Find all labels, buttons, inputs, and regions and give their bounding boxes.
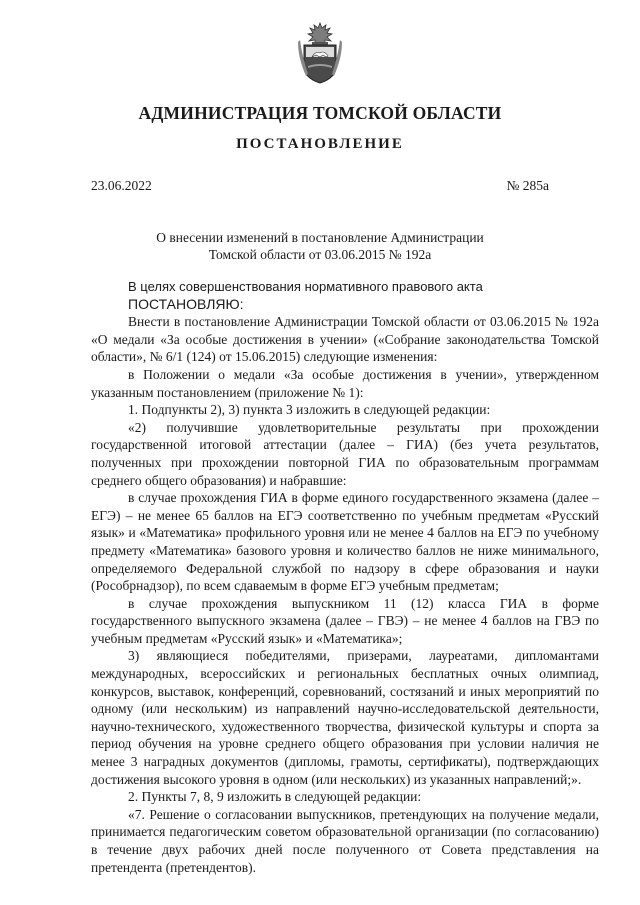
paragraph: «2) получившие удовлетворительные результаты при прохождении государственной итоговой аттестации (далее – ГИА) (без учета результатов, полученных при прохождении повторной ГИА по образовательным программам среднего общего образования) и набравшие:: [91, 419, 599, 488]
paragraph: «7. Решение о согласовании выпускников, претендующих на получение медали, принимается педагогическим советом образовательной организации (по согласованию) в течение двух рабочих дней после полученного от Совета представления на претендента (претендентов).: [91, 806, 599, 875]
resolve-word: ПОСТАНОВЛЯЮ:: [128, 295, 244, 312]
organization-name: АДМИНИСТРАЦИЯ ТОМСКОЙ ОБЛАСТИ: [138, 103, 502, 123]
document-type: ПОСТАНОВЛЕНИЕ: [236, 136, 404, 152]
document-title: [0, 229, 640, 263]
paragraph: 3) являющиеся победителями, призерами, лауреатами, дипломантами международных, всероссийских и региональных бесплатных очных олимпиад, конкурсов, выставок, конференций, соревнований, состязаний и иных мероприятий по одному (или нескольким) из направлений научно-исследовательской деятельности, научно-технического, художественного творчества, физической культуры и спорта за период обучения на уровне среднего общего образования при условии наличия не менее 3 наградных документов (дипломы, грамоты, сертификаты), подтверждающих достижения высокого уровня в одном (или нескольких) из указанных направлений;».: [91, 648, 599, 787]
paragraph: Внести в постановление Администрации Томской области от 03.06.2015 № 192а «О медали «За особые достижения в учении» («Собрание законодательства Томской области», № 6/1 (124) от 15.06.2015) следующие изменения:: [91, 314, 599, 365]
coat-of-arms-icon: [298, 22, 342, 84]
title-line-1: О внесении изменений в постановление Администрации: [156, 230, 484, 245]
preamble: В целях совершенствования нормативного правового акта: [128, 279, 483, 294]
paragraph: 1. Подпункты 2), 3) пункта 3 изложить в следующей редакции:: [128, 402, 491, 418]
paragraph: в случае прохождения выпускником 11 (12) класса ГИА в форме государственного выпускного экзамена (далее – ГВЭ) – не менее 4 баллов на ГВЭ по учебным предметам «Русский язык» и «Математика»;: [91, 595, 599, 646]
title-line-2: Томской области от 03.06.2015 № 192а: [208, 247, 432, 262]
paragraph: в Положении о медали «За особые достижения в учении», утвержденном указанным постановлением (приложение № 1):: [91, 366, 599, 400]
paragraph: в случае прохождения ГИА в форме единого государственного экзамена (далее – ЕГЭ) – не менее 65 баллов на ЕГЭ соответственно по учебным предметам «Русский язык» и «Математика» профильного уровня или не менее 4 баллов на ЕГЭ по учебному предмету «Математика» базового уровня и количество баллов не ниже минимального, определяемого Федеральной службой по надзору в сфере образования и науки (Рособрнадзор), по всем сдаваемым в форме ЕГЭ учебным предметам;: [91, 490, 599, 594]
paragraph: 2. Пункты 7, 8, 9 изложить в следующей редакции:: [128, 789, 422, 805]
document-number: № 285а: [506, 178, 549, 193]
document-date: 23.06.2022: [91, 178, 152, 193]
document-body: [91, 278, 599, 876]
